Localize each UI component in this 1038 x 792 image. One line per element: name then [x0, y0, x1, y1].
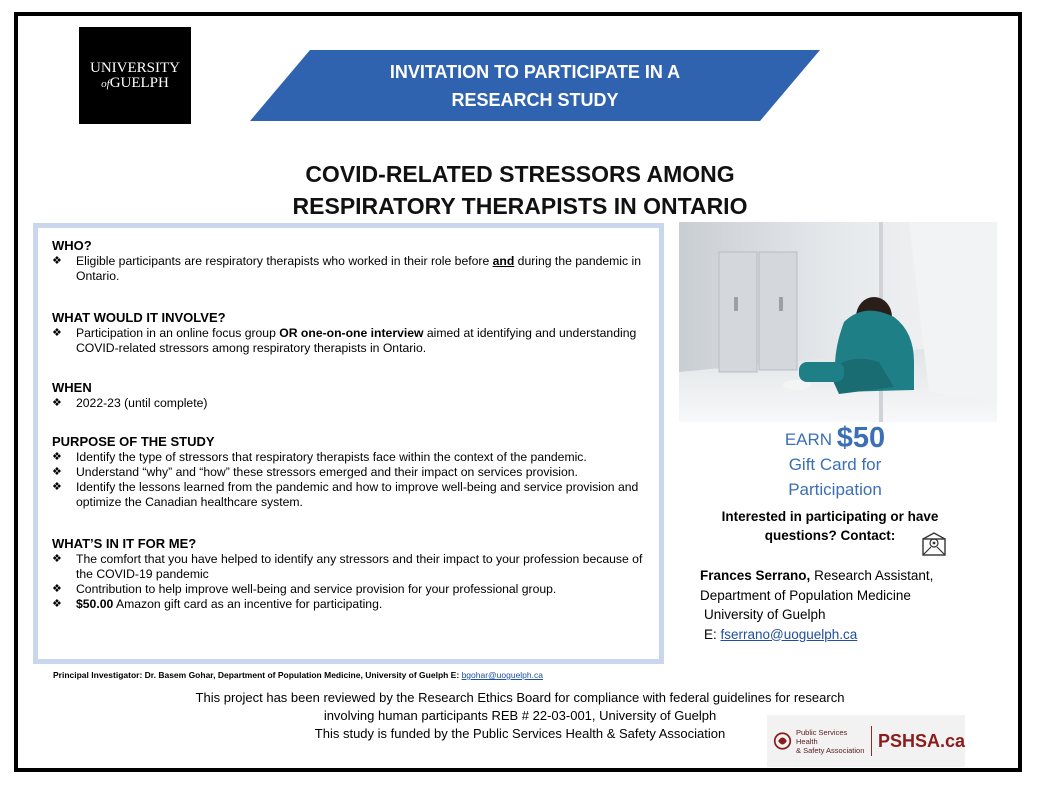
list-item: ❖ Understand “why” and “how” these stressors emerged and their impact on services provision. — [52, 465, 578, 479]
bullet-icon: ❖ — [52, 255, 62, 267]
bullet-icon: ❖ — [52, 598, 62, 610]
incentive-callout — [760, 422, 910, 502]
banner-line2: RESEARCH STUDY — [451, 89, 619, 110]
principal-investigator-line: Principal Investigator: Dr. Basem Gohar, Department of Population Medicine, University of Guelph E: bgohar@uoguelph.ca — [53, 670, 543, 680]
pshsa-emblem-icon — [773, 729, 792, 753]
university-of-guelph-logo — [79, 27, 191, 124]
contact-department: Department of Population Medicine — [700, 587, 911, 603]
title-line1: COVID-RELATED STRESSORS AMONG — [305, 161, 735, 187]
bullet-icon: ❖ — [52, 466, 62, 478]
bullet-icon: ❖ — [52, 553, 62, 565]
logo-line2: ofGUELPH — [101, 74, 169, 91]
bullet-icon: ❖ — [52, 481, 62, 493]
pi-email-link[interactable]: bgohar@uoguelph.ca — [461, 670, 543, 680]
ethics-footer: This project has been reviewed by the Research Ethics Board for compliance with federal guidelines for research involving human participants REB # 22-03-001, University of Guelph This study is funded by the Public Services Health & Safety Association — [195, 690, 845, 741]
earn-line2: Gift Card for — [788, 455, 882, 474]
contact-role: Research Assistant, — [810, 568, 934, 583]
study-title — [250, 158, 790, 222]
earn-amount: $50 — [836, 422, 886, 454]
logo-line1: UNIVERSITY — [90, 59, 180, 76]
list-item: ❖ Participation in an online focus group OR one-on-one interview aimed at identifying and understanding COVID-related stressors among respiratory therapists in Ontario. — [52, 326, 637, 355]
heading-who: WHO? — [52, 238, 92, 253]
therapist-photo — [679, 222, 997, 422]
list-item: ❖ Identify the lessons learned from the pandemic and how to improve well-being and service provision and optimize the Canadian healthcare system. — [52, 480, 639, 509]
bullet-icon: ❖ — [52, 451, 62, 463]
heading-purpose: PURPOSE OF THE STUDY — [52, 434, 215, 449]
interested-text: Interested in participating or have questions? Contact: — [721, 509, 939, 543]
section-when — [52, 380, 652, 411]
contact-info: Frances Serrano, Research Assistant, Department of Population Medicine University of Guelph E: fserrano@uoguelph.ca — [700, 566, 1000, 644]
email-envelope-icon — [920, 530, 948, 558]
study-info-box — [33, 223, 664, 664]
list-item: ❖ 2022-23 (until complete) — [52, 396, 208, 410]
banner-line1: INVITATION TO PARTICIPATE IN A — [389, 61, 681, 82]
heading-involve: WHAT WOULD IT INVOLVE? — [52, 310, 226, 325]
section-involve — [52, 310, 652, 356]
list-item: ❖ Eligible participants are respiratory therapists who worked in their role before and during the pandemic in Ontario. — [52, 254, 641, 283]
invitation-banner — [250, 50, 820, 121]
section-who — [52, 238, 652, 284]
contact-university: University of Guelph — [704, 607, 826, 622]
pshsa-logo: Public Services Health & Safety Association PSHSA.ca — [767, 715, 965, 767]
heading-when: WHEN — [52, 380, 92, 395]
contact-name: Frances Serrano, — [700, 568, 811, 583]
bullet-icon: ❖ — [52, 327, 62, 339]
bullet-icon: ❖ — [52, 583, 62, 595]
list-item: ❖ Contribution to help improve well-being and service provision for your professional group. — [52, 582, 557, 596]
heading-for-me: WHAT’S IN IT FOR ME? — [52, 536, 197, 551]
earn-label: EARN — [784, 430, 833, 449]
section-for-me — [52, 536, 652, 612]
title-line2: RESPIRATORY THERAPISTS IN ONTARIO — [292, 193, 748, 219]
earn-line3: Participation — [788, 480, 882, 499]
contact-email-link[interactable]: fserrano@uoguelph.ca — [720, 626, 858, 642]
list-item: ❖ $50.00 Amazon gift card as an incentive for participating. — [52, 597, 383, 611]
list-item: ❖ Identify the type of stressors that respiratory therapists face within the context of the pandemic. — [52, 450, 587, 464]
pshsa-brand: PSHSA.ca — [877, 730, 965, 751]
bullet-icon: ❖ — [52, 397, 62, 409]
list-item: ❖ The comfort that you have helped to identify any stressors and their impact to your profession because of the COVID-19 pandemic — [52, 552, 643, 581]
section-purpose — [52, 434, 652, 510]
